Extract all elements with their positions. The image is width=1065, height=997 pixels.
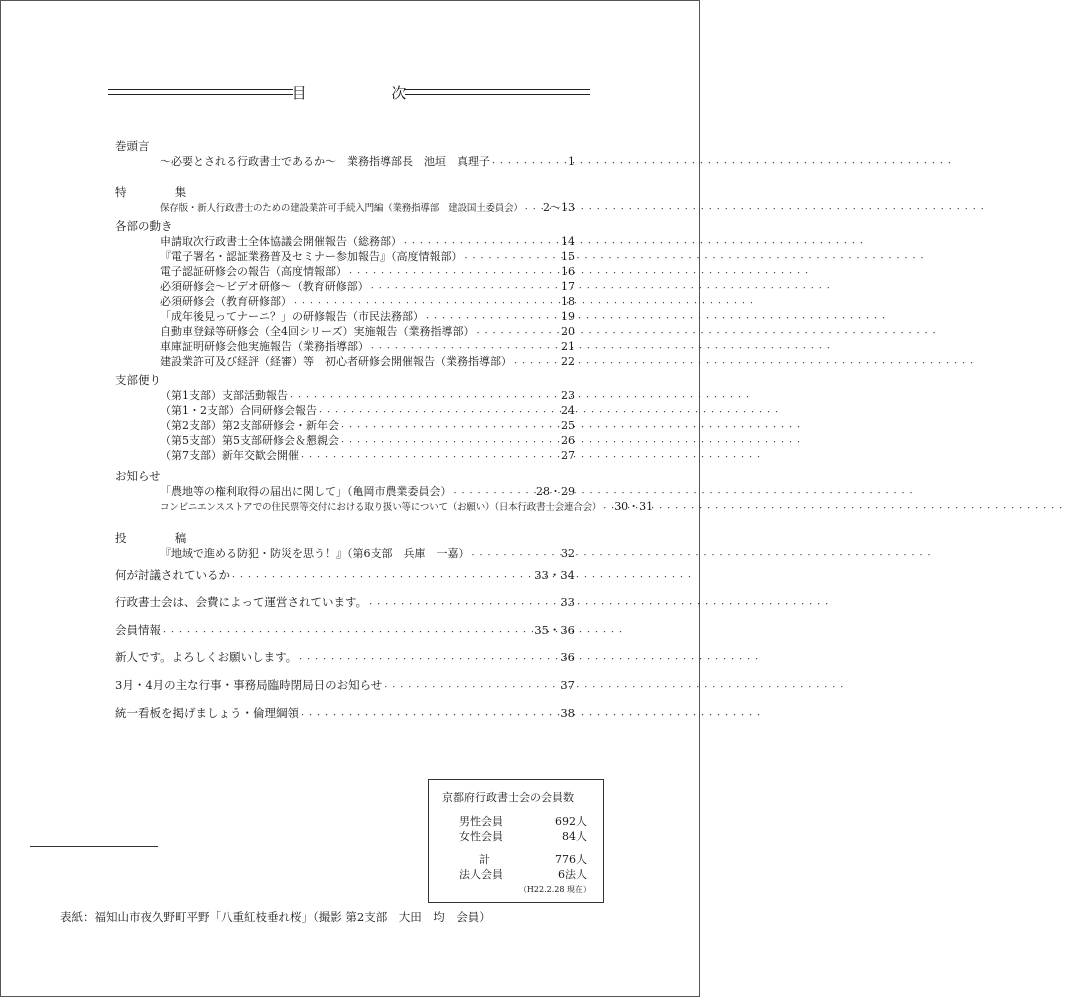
toc-entry-page: 22 <box>561 355 575 368</box>
toc-main-entry <box>115 649 575 665</box>
section-title: 巻頭言 <box>115 139 150 153</box>
toc-entry-text: コンビニエンスストアでの住民票等交付における取り扱い等について（お願い）（日本行政書士会連合会） <box>160 502 602 513</box>
page-title: 目 次 <box>291 84 447 102</box>
toc-entry <box>115 448 575 463</box>
toc-entry <box>115 403 575 418</box>
toc-entry-text: 保存版・新人行政書士のための建設業許可手続入門編（業務指導部 建設国土委員会） <box>160 203 523 214</box>
toc-entry-text: （第1支部）支部活動報告 <box>160 389 288 402</box>
leader-dots <box>470 546 532 563</box>
toc-entry <box>115 546 575 561</box>
male-members-label: 男性会員 <box>459 815 503 828</box>
toc-entry-text: ～必要とされる行政書士であるか～ 業務指導部長 池垣 真理子 <box>160 155 490 168</box>
leader-dots <box>523 200 531 217</box>
toc-main-entry <box>115 677 575 693</box>
toc-entry-page: 35・36 <box>534 623 575 637</box>
toc-entry-page: 30・31 <box>614 500 654 513</box>
leader-dots <box>512 354 531 371</box>
female-members-row <box>459 828 587 844</box>
member-count-box <box>428 779 604 903</box>
leader-dots <box>297 649 531 667</box>
toc-main-entry <box>115 594 575 610</box>
toc-entry <box>115 234 575 249</box>
toc-entry-page: 33 <box>560 595 575 609</box>
member-count-title: 京都府行政書士会の会員数 <box>442 791 574 804</box>
toc-entry-page: 25 <box>561 419 575 432</box>
toc-entry-page: 27 <box>561 449 575 462</box>
toc-entry-page: 28・29 <box>536 485 575 498</box>
toc-entry-text: （第5支部）第5支部研修会＆懇親会 <box>160 434 339 447</box>
toc-entry-page: 21 <box>561 340 575 353</box>
toc-entry-page: 33・34 <box>534 568 575 582</box>
leader-dots <box>367 594 531 612</box>
toc-section <box>115 218 575 369</box>
section-title: 特 集 <box>115 185 205 199</box>
toc-entry <box>115 354 575 369</box>
corporate-members-row <box>459 866 587 882</box>
toc-entry-page: 14 <box>561 235 575 248</box>
leader-dots <box>161 622 530 640</box>
toc-entry-text: 『電子署名・認証業務普及セミナー参加報告』（高度情報部） <box>160 250 463 263</box>
leader-dots <box>601 499 609 516</box>
toc-entry-text: 何が討議されているか <box>115 568 230 582</box>
toc-entry <box>115 433 575 448</box>
total-members-value: 776人 <box>555 853 587 866</box>
leader-dots <box>299 448 531 465</box>
toc-entry-text: 建設業許可及び経評（経審）等 初心者研修会開催報告（業務指導部） <box>160 355 512 368</box>
header-rule-right <box>405 89 590 95</box>
toc-entry-text: 『地域で進める防犯・防災を思う！』（第6支部 兵庫 一嘉） <box>160 547 470 560</box>
leader-dots <box>382 677 531 695</box>
toc-entry <box>115 154 575 169</box>
toc-section <box>115 184 575 215</box>
female-members-label: 女性会員 <box>459 830 503 843</box>
toc-entry-text: 申請取次行政書士全体協議会開催報告（総務部） <box>160 235 402 248</box>
toc-entry-page: 15 <box>561 250 575 263</box>
leader-dots <box>452 484 532 501</box>
toc-entry-text: （第7支部）新年交歓会開催 <box>160 449 299 462</box>
toc-header <box>108 82 590 106</box>
toc-entry-text: （第1・2支部）合同研修会報告 <box>160 404 317 417</box>
toc-entry <box>115 200 575 215</box>
toc-entry-text: 新人です。よろしくお願いします。 <box>115 650 298 664</box>
toc-entry-text: 会員情報 <box>115 623 161 637</box>
toc-entry-page: 24 <box>561 404 575 417</box>
toc-entry <box>115 249 575 264</box>
leader-dots <box>299 705 531 723</box>
toc-entry-text: 統一看板を掲げましょう・倫理綱領 <box>115 706 299 720</box>
toc-entry <box>115 309 575 324</box>
toc-main-entry <box>115 567 575 583</box>
toc-entry-page: 18 <box>561 295 575 308</box>
toc-section <box>115 468 654 514</box>
toc-entry-text: （第2支部）第2支部研修会・新年会 <box>160 419 339 432</box>
toc-entry <box>115 324 575 339</box>
toc-entry-text: 電子認証研修会の報告（高度情報部） <box>160 265 347 278</box>
toc-entry-text: 必須研修会～ビデオ研修～（教育研修部） <box>160 280 369 293</box>
toc-entry-page: 26 <box>561 434 575 447</box>
toc-section <box>115 530 575 561</box>
toc-entry-text: 車庫証明研修会他実施報告（業務指導部） <box>160 340 369 353</box>
corporate-members-value: 6法人 <box>558 868 587 881</box>
toc-entry <box>115 484 575 499</box>
female-members-value: 84人 <box>562 830 587 843</box>
section-title: お知らせ <box>115 469 161 483</box>
toc-entry <box>115 339 575 354</box>
toc-entry <box>115 418 575 433</box>
toc-entry-text: 必須研修会（教育研修部） <box>160 295 292 308</box>
toc-entry-page: 38 <box>560 706 575 720</box>
toc-main-entry <box>115 622 575 638</box>
toc-entry-text: 「農地等の権利取得の届出に関して」（亀岡市農業委員会） <box>160 485 452 498</box>
toc-entry-page: 2～13 <box>543 201 575 214</box>
toc-entry <box>115 499 654 514</box>
toc-entry-text: 「成年後見ってナーニ？」の研修報告（市民法務部） <box>160 310 424 323</box>
leader-dots <box>490 154 531 171</box>
toc-entry <box>115 279 575 294</box>
cover-caption: 表紙：福知山市夜久野町平野「八重紅枝垂れ桜」（撮影 第2支部 大田 均 会員） <box>60 910 491 924</box>
male-members-value: 692人 <box>555 815 587 828</box>
toc-entry-text: 自動車登録等研修会（全4回シリーズ）実施報告（業務指導部） <box>160 325 475 338</box>
toc-entry-text: 3月・4月の主な行事・事務局臨時閉局日のお知らせ <box>115 678 383 692</box>
toc-entry-page: 17 <box>561 280 575 293</box>
total-members-label: 計 <box>479 853 490 866</box>
toc-main-entry <box>115 705 575 721</box>
toc-entry <box>115 264 575 279</box>
toc-entry-page: 36 <box>560 650 575 664</box>
toc-entry-page: 20 <box>561 325 575 338</box>
toc-entry-page: 1 <box>568 155 575 168</box>
toc-section <box>115 372 575 463</box>
total-members-row <box>459 851 587 867</box>
leader-dots <box>230 567 530 585</box>
toc-entry <box>115 294 575 309</box>
section-title: 各部の動き <box>115 219 173 233</box>
toc-entry-text: 行政書士会は、会費によって運営されています。 <box>115 595 368 609</box>
toc-entry-page: 19 <box>561 310 575 323</box>
toc-entry-page: 37 <box>560 678 575 692</box>
toc-entry-page: 32 <box>561 547 575 560</box>
toc-entry <box>115 388 575 403</box>
toc-entry-page: 16 <box>561 265 575 278</box>
toc-entry-page: 23 <box>561 389 575 402</box>
toc-section <box>115 138 575 169</box>
section-title: 支部便り <box>115 373 161 387</box>
male-members-row <box>459 813 587 829</box>
member-count-separator <box>30 846 158 847</box>
member-count-date: （H22.2.28 現在） <box>518 885 591 894</box>
section-title: 投 稿 <box>115 531 205 545</box>
corporate-members-label: 法人会員 <box>459 868 503 881</box>
